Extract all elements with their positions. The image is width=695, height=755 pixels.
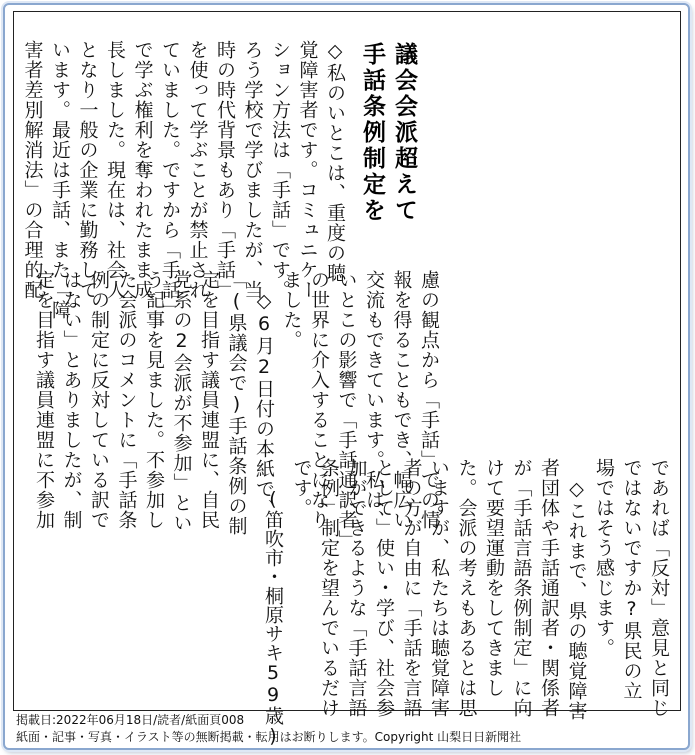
publication-info: 掲載日:2022年06月18日/読者/紙面頁008 — [16, 713, 245, 727]
text-column: 者団体や手話通訳者・関係者 — [538, 458, 560, 718]
text-column: ました。 — [280, 270, 303, 350]
text-column: ではないですか?県民の立 — [620, 458, 643, 701]
copyright-notice: 紙面・記事・写真・イラスト等の無断掲載・転用はお断りします。Copyright 山梨日日新聞社 — [16, 730, 522, 744]
text-column: 例の制定に反対している訳で — [88, 270, 110, 530]
text-column: 定を目指す議員連盟に不参加 — [33, 270, 55, 530]
text-column: ろう学校で学びましたが、当 — [241, 40, 264, 300]
text-column: となり一般の企業に勤務して — [76, 40, 99, 300]
text-column: いとこの影響で「手話通訳者」 — [335, 270, 358, 550]
signature: (笛吹市・桐原サキ59歳) — [262, 488, 284, 747]
text-column: た。会派の考えもあるとは思 — [455, 458, 478, 718]
text-column: の世界に介入することになり — [308, 270, 330, 530]
text-column: 時の時代背景もあり「手話」 — [214, 40, 236, 300]
text-column: 慮の観点から「手話」での情 — [418, 270, 440, 530]
text-column: 長しました。現在は、社会人 — [104, 40, 126, 300]
text-column: 党系の2会派が不参加」とい — [170, 270, 193, 533]
text-column: が「手話言語条例制定」に向 — [510, 458, 533, 718]
text-column: 条例」制定を望んでいるだけ — [318, 458, 340, 718]
text-column: ◇これまで、県の聴覚障害 — [565, 458, 588, 721]
text-column: ◇私のいとこは、重度の聴 — [324, 40, 346, 283]
text-column: です。 — [290, 458, 313, 518]
text-column: 報を得ることもでき、幅広い — [390, 270, 413, 530]
text-column: いますが、私たちは聴覚障害 — [428, 458, 450, 718]
text-column: 場ではそう感じます。 — [593, 458, 615, 658]
text-column: ていました。ですから「手話」 — [159, 40, 181, 320]
text-column: 定を目指す議員連盟に、自民 — [198, 270, 220, 530]
text-column: として」使い・学び、社会参 — [373, 458, 395, 718]
text-column: を使って学ぶことが禁止され — [186, 40, 209, 300]
text-column: 覚障害者です。コミュニケー — [296, 40, 319, 300]
text-column: はない」とありましたが、制 — [60, 270, 83, 530]
text-column: た会派のコメントに「手話条 — [115, 270, 138, 530]
text-column: 「(県議会で)手話条例の制 — [225, 270, 248, 536]
text-column: ◇6月2日付の本紙で、 — [253, 270, 275, 519]
headline-line-1: 議会会派超えて — [391, 42, 417, 224]
footer — [16, 712, 521, 746]
text-column: ション方法は「手話」です。 — [269, 40, 291, 300]
text-column: 交流もできています。私は、 — [363, 270, 385, 530]
text-column: けて要望運動をしてきまし — [483, 458, 505, 698]
text-column: で学ぶ権利を奪われたまま成 — [131, 40, 154, 300]
text-column: 者の方が自由に「手話を言語 — [400, 458, 423, 718]
text-column: う記事を見ました。不参加し — [143, 270, 165, 530]
text-column: 害者差別解消法」の合理的配 — [21, 40, 44, 300]
text-column: であれば「反対」意見と同じ — [648, 458, 670, 718]
headline-line-2: 手話条例制定を — [359, 42, 385, 224]
text-column: 加ができるような「手話言語 — [345, 458, 368, 718]
text-column: います。最近は手話、また「障 — [49, 40, 71, 320]
